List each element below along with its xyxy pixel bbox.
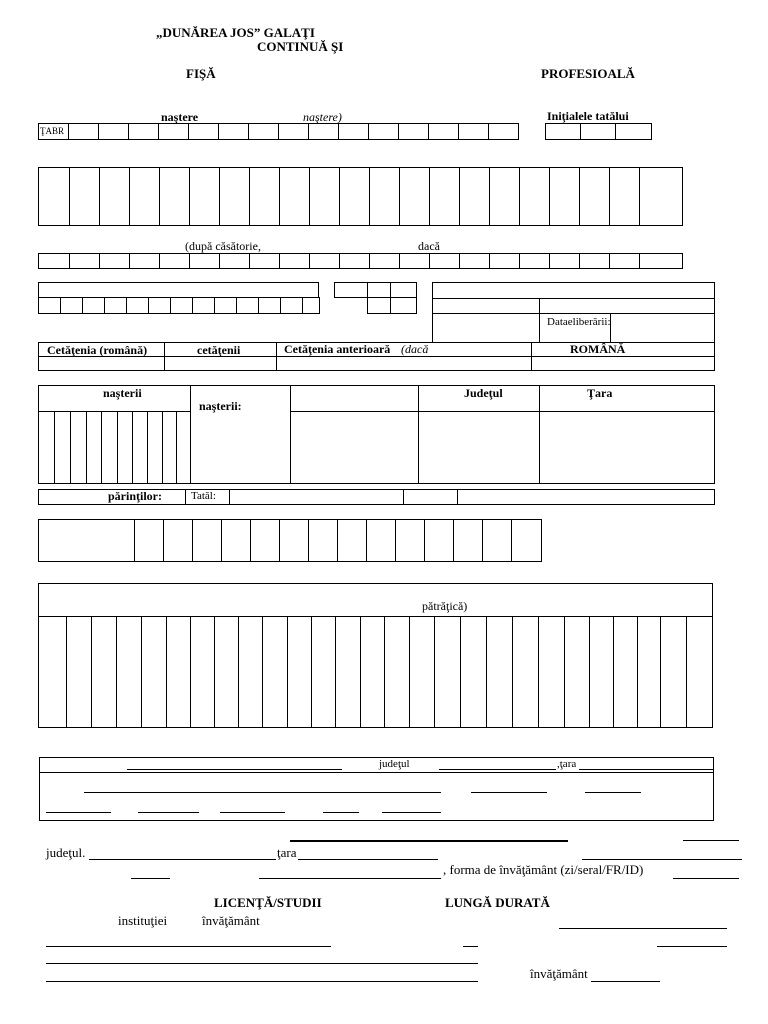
form-title-left: FIŞĂ (186, 66, 216, 81)
father-initials-cells[interactable] (545, 123, 652, 140)
studies-line-2[interactable] (46, 963, 478, 964)
married-name-cells[interactable] (38, 253, 683, 269)
study-form-line[interactable] (673, 878, 739, 879)
address-line-b[interactable] (138, 812, 199, 813)
education-label: învăţământ (202, 913, 260, 928)
birth-county-label: Judeţul (464, 386, 503, 400)
form-title-right: PROFESIOALĂ (541, 66, 635, 81)
studies-title-right: LUNGĂ DURATĂ (445, 895, 550, 910)
address-line-e[interactable] (382, 812, 441, 813)
surname-grid[interactable] (38, 167, 683, 226)
lower-line-b[interactable] (259, 878, 441, 879)
lower-country-label: ţara (277, 845, 297, 860)
father-label: Tatăl: (191, 490, 216, 502)
checkbox-section-label: pătrăţică) (422, 599, 468, 613)
lower-short-line[interactable] (683, 840, 739, 841)
citizenship-other-label: cetăţenii (197, 343, 241, 357)
university-name: „DUNĂREA JOS” GALAŢI (156, 25, 315, 40)
citizenship-value: ROMÂNĂ (570, 342, 626, 356)
cell-tabr-text: ŢABR (40, 126, 65, 136)
address-county-label: judeţul (379, 758, 410, 770)
married-daca-label: dacă (418, 239, 440, 253)
education-label-2: învăţământ (530, 966, 588, 981)
education-line[interactable] (591, 981, 660, 982)
birth-label: naştere (161, 110, 199, 124)
study-form-label: , forma de învăţământ (zi/seral/FR/ID) (443, 862, 644, 877)
header-line-2: CONTINUĂ ŞI (257, 39, 344, 54)
parents-label: părinţilor: (108, 489, 162, 503)
citizenship-previous-suffix: (dacă (401, 342, 429, 356)
lower-country-line[interactable] (298, 859, 438, 860)
birth-label-paren: naştere) (303, 110, 342, 124)
block-line[interactable] (585, 792, 641, 793)
address-line-d[interactable] (323, 812, 359, 813)
studies-right-line-2[interactable] (657, 946, 727, 947)
studies-small-line[interactable] (463, 946, 478, 947)
address-line-a[interactable] (46, 812, 111, 813)
cnp-header-box[interactable] (38, 282, 319, 298)
lower-county-line[interactable] (89, 859, 276, 860)
address-country-line[interactable] (579, 769, 713, 770)
institution-label: instituţiei (118, 913, 168, 928)
citizenship-previous-label: Cetăţenia anterioară (284, 342, 391, 356)
lower-field-line[interactable] (290, 840, 568, 842)
studies-title-left: LICENŢĂ/STUDII (214, 895, 322, 910)
cnp-cells[interactable] (38, 297, 320, 314)
birth-place-label: naşterii: (199, 399, 242, 413)
institution-line[interactable] (46, 946, 331, 947)
birth-name-cells[interactable] (38, 123, 519, 140)
lower-line-a[interactable] (131, 878, 170, 879)
birth-country-label: Ţara (587, 386, 613, 400)
address-country-label: ,ţara (557, 758, 577, 770)
checkbox-section[interactable] (38, 583, 713, 728)
address-field-line[interactable] (127, 769, 342, 770)
father-initials-label: Iniţialele tatălui (547, 109, 629, 123)
lower-county-label: judeţul. (46, 845, 86, 860)
address-county-line[interactable] (439, 769, 556, 770)
married-name-label: (după căsătorie, (185, 239, 261, 253)
id-series-box[interactable] (334, 282, 417, 298)
studies-right-line[interactable] (559, 928, 727, 929)
address-line-c[interactable] (220, 812, 285, 813)
studies-line-3[interactable] (46, 981, 478, 982)
birth-date-label: naşterii (103, 386, 142, 400)
issue-date-label: Dataeliberării: (547, 316, 611, 328)
citizenship-romanian-label: Cetăţenia (română) (47, 343, 148, 357)
number-line[interactable] (471, 792, 547, 793)
street-line[interactable] (84, 792, 441, 793)
lower-right-line[interactable] (582, 859, 742, 860)
marital-status-grid[interactable] (38, 519, 542, 562)
